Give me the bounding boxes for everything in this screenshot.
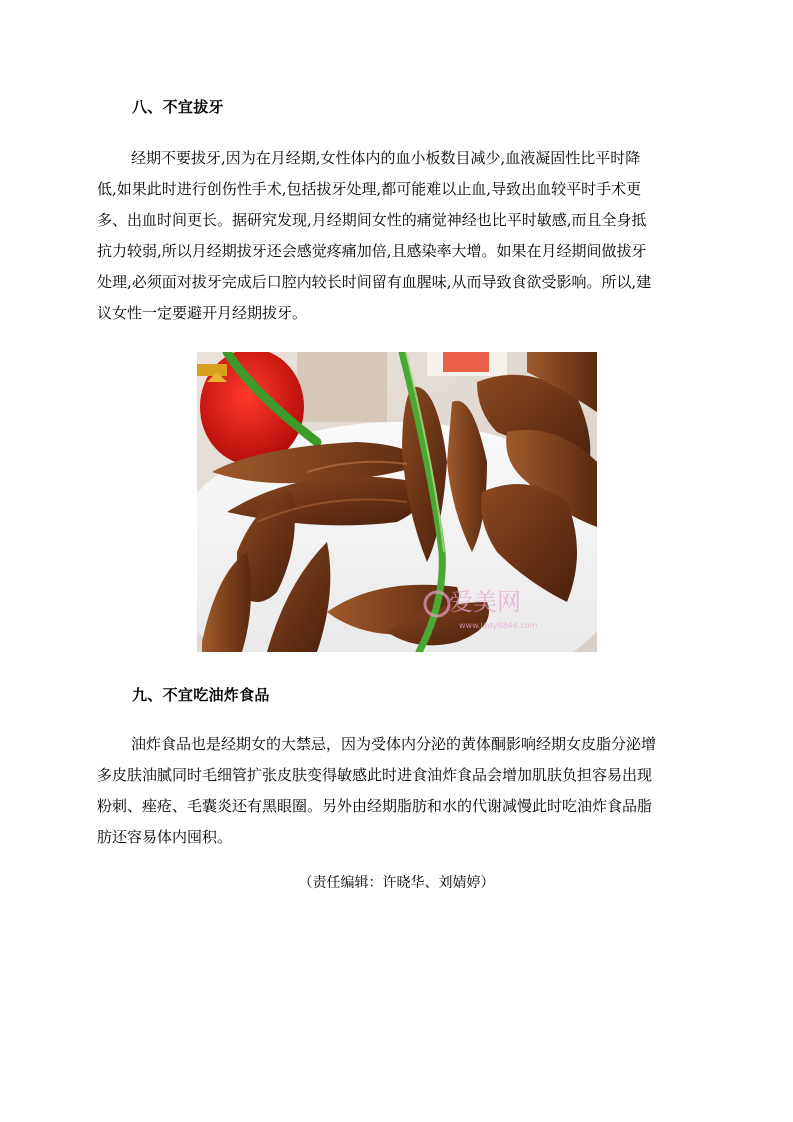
section-9-heading: 九、不宜吃油炸食品 xyxy=(132,686,270,704)
paragraph-line: 处理,必须面对拔牙完成后口腔内较长时间留有血腥味,从而导致食欲受影响。所以,建 xyxy=(97,273,652,291)
paragraph-line: 肪还容易体内囤积。 xyxy=(97,828,233,846)
watermark-brand: 爱美网 xyxy=(449,588,521,616)
paragraph-line: 议女性一定要避开月经期拔牙。 xyxy=(97,304,308,322)
paragraph-line: 经期不要拔牙,因为在月经期,女性体内的血小板数目减少,血液凝固性比平时降 xyxy=(131,149,641,167)
editor-credit: （责任编辑：许晓华、刘婧婷） xyxy=(298,875,495,891)
section-8-heading: 八、不宜拔牙 xyxy=(132,98,224,116)
fried-food-illustration xyxy=(197,352,597,652)
watermark-url: www.lady8844.com xyxy=(459,621,538,630)
fried-food-photo xyxy=(197,352,597,652)
paragraph-line: 多、出血时间更长。据研究发现,月经期间女性的痛觉神经也比平时敏感,而且全身抵 xyxy=(97,211,647,229)
paragraph-line: 多皮肤油腻同时毛细管扩张皮肤变得敏感此时进食油炸食品会增加肌肤负担容易出现 xyxy=(97,766,653,784)
paragraph-line: 抗力较弱,所以月经期拔牙还会感觉疼痛加倍,且感染率大增。如果在月经期间做拔牙 xyxy=(97,242,647,260)
section-9-paragraph xyxy=(97,729,698,853)
paragraph-line: 粉刺、痤疮、毛囊炎还有黑眼圈。另外由经期脂肪和水的代谢减慢此时吃油炸食品脂 xyxy=(97,797,653,815)
section-8-paragraph xyxy=(97,143,698,329)
paragraph-line: 油炸食品也是经期女的大禁忌，因为受体内分泌的黄体酮影响经期女皮脂分泌增 xyxy=(131,735,657,753)
paragraph-line: 低,如果此时进行创伤性手术,包括拔牙处理,都可能难以止血,导致出血较平时手术更 xyxy=(97,180,642,198)
